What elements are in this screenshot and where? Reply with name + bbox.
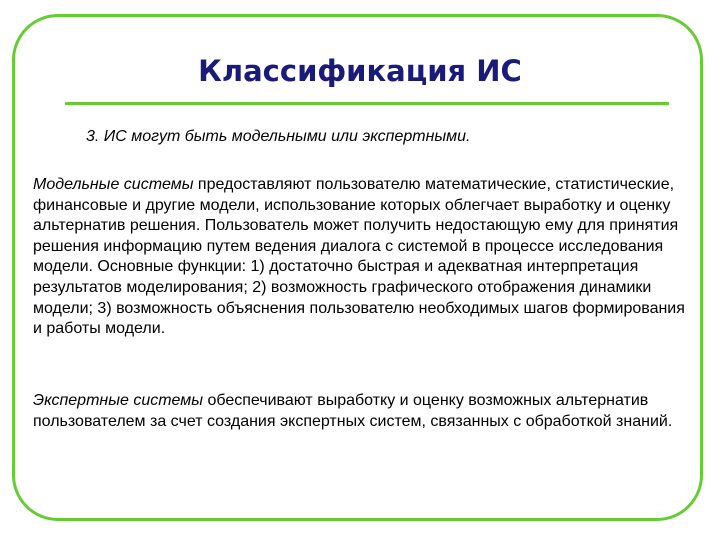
term-model-systems: Модельные системы [33,176,194,193]
slide-title: Классификация ИС [198,54,522,88]
term-expert-systems: Экспертные системы [33,392,204,409]
text-model-systems: предоставляют пользователю математические, статистические, финансовые и другие модели, использование которых облегчает выработку и оценку альтернатив решения. Пользователь может получить недостающую ему для принятия решения информацию путем ведения диалога с системой в процессе исследования модели. Основные функции: 1) достаточно быстрая и адекватная интерпретация результатов моделирования; 2) возможность графического отображения динамики модели; 3) возможность объяснения пользователю необходимых шагов формирования и работы модели. [33,176,685,338]
paragraph-expert-systems [33,391,693,432]
title-underline-rule [65,102,669,105]
text-expert-systems: обеспечивают выработку и оценку возможных альтернатив пользователем за счет создания экспертных систем, связанных с обработкой знаний. [33,392,673,430]
slide-subtitle: 3. ИС могут быть модельными или экспертными. [86,128,471,145]
paragraph-model-systems [33,175,693,340]
